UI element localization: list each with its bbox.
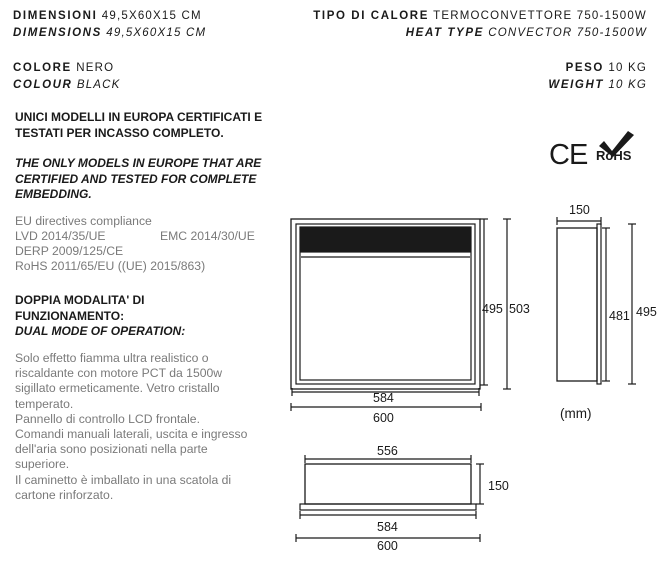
- mode-description-line: cartone rinforzato.: [15, 487, 114, 502]
- heat-type-label-en: HEAT TYPE: [405, 27, 484, 39]
- mode-description-line: sigillato ermeticamente. Vetro cristallo: [15, 381, 220, 396]
- mode-description-line: Solo effetto fiamma ultra realistico o: [15, 351, 209, 365]
- side-body: [557, 228, 597, 381]
- top-outer-width-label: 600: [377, 539, 398, 553]
- top-frame-width-label: 584: [377, 520, 398, 534]
- mode-description-line: dell'aria sono posizionati nella parte: [15, 442, 208, 457]
- colour-value-en: BLACK: [76, 79, 121, 91]
- colour-label-en: COLOUR: [13, 79, 73, 91]
- colour-label-it: COLORE: [13, 62, 72, 74]
- mode-description-line: Pannello di controllo LCD frontale.: [15, 411, 200, 426]
- ce-mark-icon: CE: [549, 139, 588, 171]
- compliance-rohs: RoHS 2011/65/EU ((UE) 2015/863): [15, 259, 206, 273]
- dimensions-value-it: 49,5X60X15 CM: [101, 10, 202, 22]
- certification-text-it: UNICI MODELLI IN EUROPA CERTIFICATI E TESTATI PER INCASSO COMPLETO.: [15, 110, 263, 140]
- mode-heading-en: DUAL MODE OF OPERATION:: [15, 324, 186, 338]
- front-lcd-panel: [301, 228, 470, 252]
- mode-description-line: riscaldante con motore PCT da 1500w: [15, 366, 223, 381]
- side-height-inner-label: 481: [609, 309, 630, 323]
- weight-value-en: 10 KG: [608, 79, 647, 91]
- weight-value-it: 10 KG: [608, 62, 647, 74]
- heat-type-value-it: TERMOCONVETTORE 750-1500W: [433, 10, 647, 22]
- front-width-inner-label: 584: [373, 391, 394, 405]
- mode-description-line: Comandi manuali laterali, uscita e ingresso: [15, 427, 248, 442]
- compliance-derp: DERP 2009/125/CE: [15, 244, 124, 258]
- unit-label: (mm): [560, 406, 592, 421]
- front-height-inner-label: 495: [482, 302, 503, 316]
- colour-value-it: NERO: [76, 62, 115, 74]
- mode-description-line: superiore.: [15, 457, 70, 472]
- top-body: [305, 464, 471, 504]
- side-front-frame: [597, 224, 601, 384]
- dimensions-label-it: DIMENSIONI: [13, 10, 98, 22]
- front-width-outer-label: 600: [373, 411, 394, 425]
- compliance-lvd: LVD 2014/35/UE: [15, 229, 106, 243]
- rohs-text: RoHS: [596, 148, 632, 163]
- compliance-emc: EMC 2014/30/UE: [160, 229, 255, 243]
- mode-heading-it: DOPPIA MODALITA' DI FUNZIONAMENTO:: [15, 293, 145, 323]
- side-height-outer-label: 495: [636, 305, 657, 319]
- dimensions-value-en: 49,5X60X15 CM: [106, 27, 207, 39]
- mode-description-line: Il caminetto è imballato in una scatola di: [15, 472, 232, 487]
- compliance-title: EU directives compliance: [15, 214, 152, 228]
- top-width-inner-label: 556: [377, 444, 398, 458]
- heat-type-value-en: CONVECTOR 750-1500W: [488, 27, 647, 39]
- dimensions-label-en: DIMENSIONS: [13, 27, 102, 39]
- heat-type-label-it: TIPO DI CALORE: [313, 10, 429, 22]
- front-view: [291, 219, 511, 411]
- side-depth-label: 150: [569, 203, 590, 217]
- weight-label-en: WEIGHT: [548, 79, 604, 91]
- weight-label-it: PESO: [565, 62, 604, 74]
- side-view: [557, 217, 636, 384]
- certification-text-en: THE ONLY MODELS IN EUROPE THAT ARE CERTIFIED AND TESTED FOR COMPLETE EMBEDDING.: [15, 156, 262, 201]
- front-height-outer-label: 503: [509, 302, 530, 316]
- mode-description-line: temperato.: [15, 396, 74, 411]
- top-depth-label: 150: [488, 479, 509, 493]
- top-front-frame: [300, 504, 476, 510]
